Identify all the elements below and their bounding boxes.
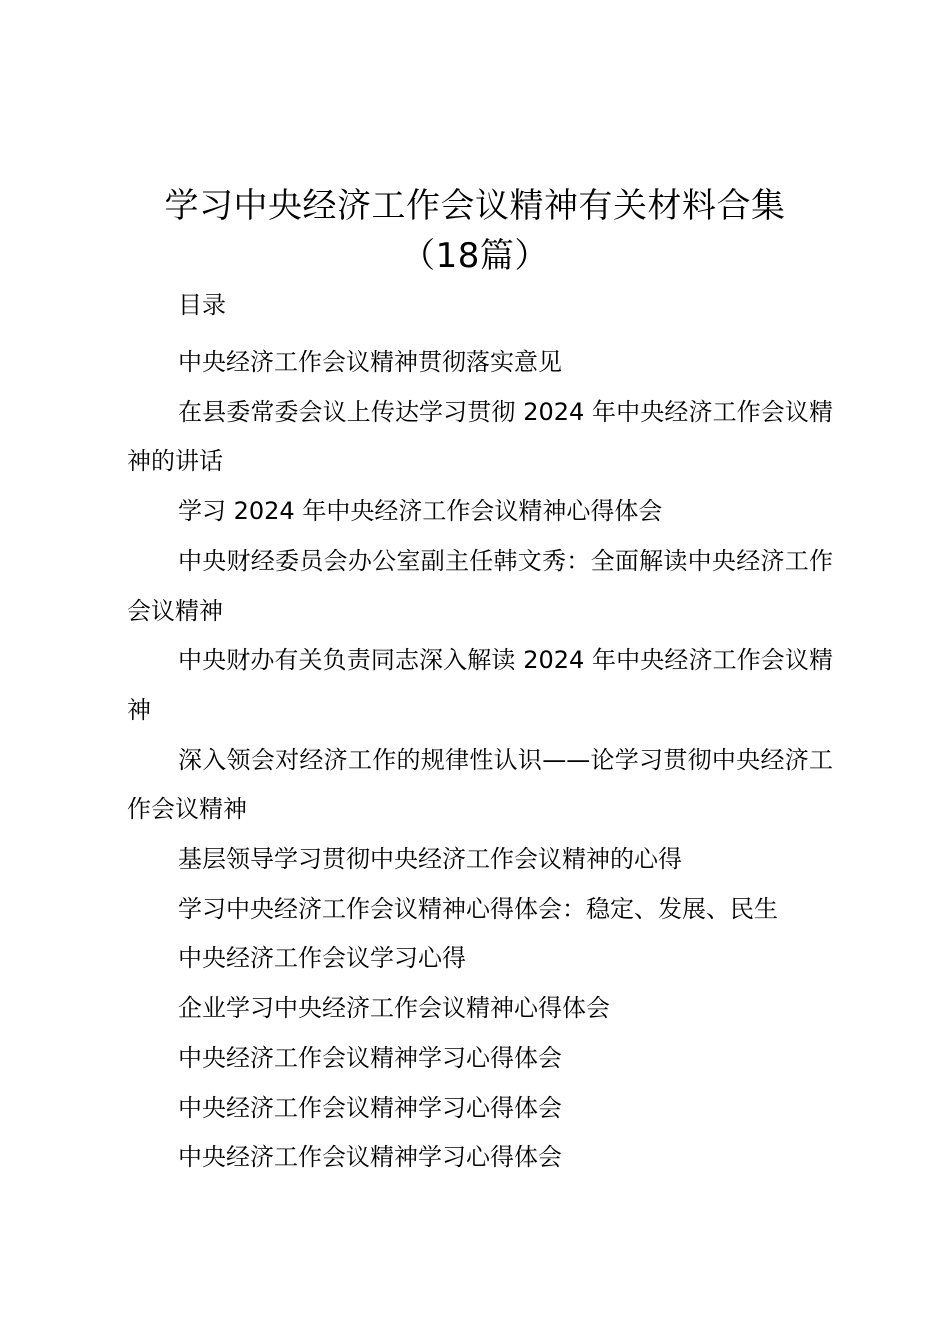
toc-item: 中央经济工作会议学习心得 bbox=[178, 944, 466, 973]
toc-item: 中央经济工作会议精神学习心得体会 bbox=[178, 1093, 562, 1122]
toc-item: 中央财办有关负责同志深入解读 2024 年中央经济工作会议精神 bbox=[127, 646, 833, 724]
toc-heading: 目录 bbox=[178, 291, 226, 319]
toc-item: 中央经济工作会议精神贯彻落实意见 bbox=[178, 348, 562, 376]
toc-item: 基层领导学习贯彻中央经济工作会议精神的心得 bbox=[178, 845, 682, 874]
document-title: 学习中央经济工作会议精神有关材料合集 bbox=[164, 186, 786, 226]
document-subtitle-count: （18篇） bbox=[401, 236, 549, 276]
table-of-contents bbox=[127, 338, 833, 1183]
toc-item: 中央财经委员会办公室副主任韩文秀：全面解读中央经济工作会议精神 bbox=[127, 546, 833, 625]
toc-item: 学习 2024 年中央经济工作会议精神心得体会 bbox=[178, 497, 663, 526]
toc-item: 学习中央经济工作会议精神心得体会：稳定、发展、民生 bbox=[178, 894, 778, 923]
toc-item: 中央经济工作会议精神学习心得体会 bbox=[178, 1043, 562, 1072]
toc-item: 企业学习中央经济工作会议精神心得体会 bbox=[178, 994, 610, 1023]
toc-item: 中央经济工作会议精神学习心得体会 bbox=[178, 1143, 562, 1172]
toc-item: 在县委常委会议上传达学习贯彻 2024 年中央经济工作会议精神的讲话 bbox=[127, 397, 833, 476]
toc-item: 深入领会对经济工作的规律性认识——论学习贯彻中央经济工作会议精神 bbox=[127, 745, 833, 824]
